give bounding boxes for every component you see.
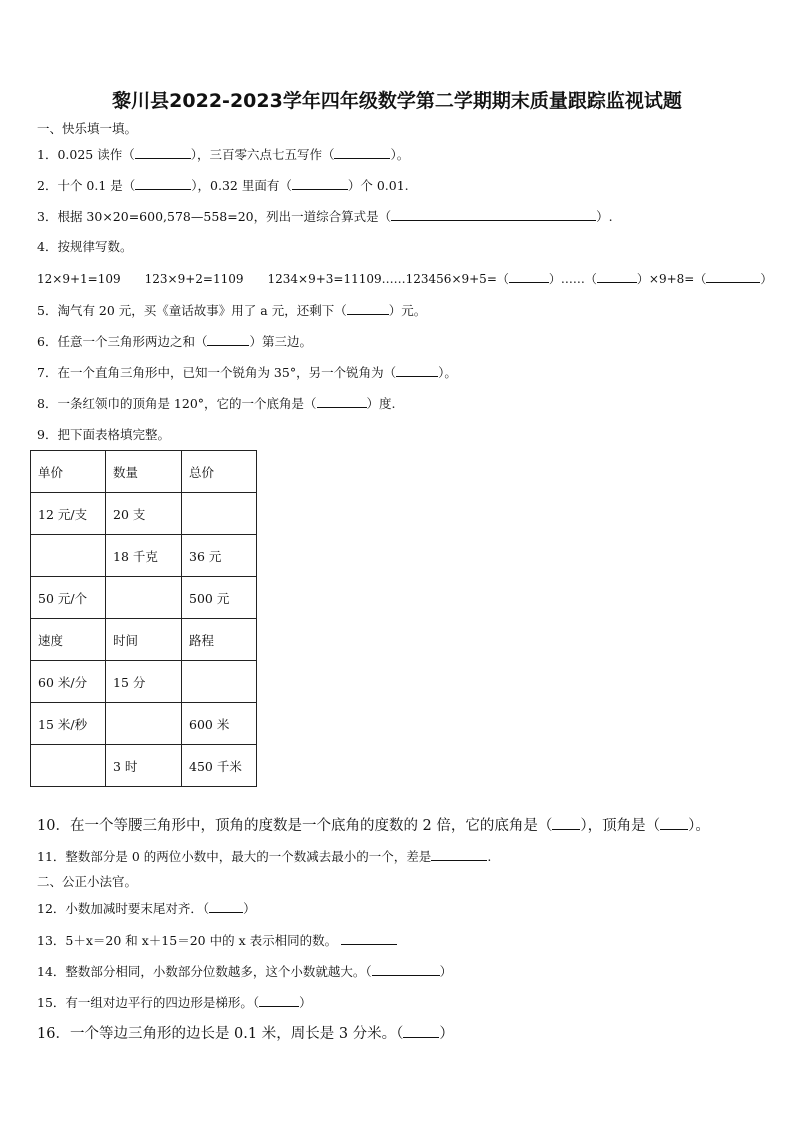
table-cell: 600 米 xyxy=(182,703,257,745)
table-cell: 路程 xyxy=(182,619,257,661)
table-cell: 速度 xyxy=(31,619,106,661)
table-cell: 50 元/个 xyxy=(31,577,106,619)
table-row xyxy=(31,703,257,745)
section-heading-judge: 二、公正小法官。 xyxy=(37,874,138,889)
table-cell: 36 元 xyxy=(182,535,257,577)
table-cell[interactable] xyxy=(182,493,257,535)
table-cell: 单价 xyxy=(31,451,106,493)
table-cell[interactable] xyxy=(106,577,182,619)
answer-blank[interactable] xyxy=(431,848,487,861)
question-14: 14．整数部分相同，小数部分位数越多，这个小数就越大。（ ） xyxy=(37,964,453,979)
question-6: 6．任意一个三角形两边之和（ ）第三边。 xyxy=(37,334,312,349)
page-title: 黎川县2022-2023学年四年级数学第二学期期末质量跟踪监视试题 xyxy=(112,90,682,112)
question-1: 1．0.025 读作（ ），三百零六点七五写作（ ）。 xyxy=(37,147,410,162)
table-cell: 数量 xyxy=(106,451,182,493)
answer-blank[interactable] xyxy=(334,146,390,159)
question-8: 8．一条红领巾的顶角是 120°，它的一个底角是（ ）度. xyxy=(37,396,396,411)
table-row xyxy=(31,493,257,535)
answer-blank[interactable] xyxy=(706,270,760,283)
table-cell[interactable] xyxy=(106,703,182,745)
question-9: 9．把下面表格填完整。 xyxy=(37,427,170,442)
question-11: 11．整数部分是 0 的两位小数中，最大的一个数减去最小的一个，差是 . xyxy=(37,849,492,864)
table-cell: 20 支 xyxy=(106,493,182,535)
answer-blank[interactable] xyxy=(292,177,348,190)
section-heading-fill: 一、快乐填一填。 xyxy=(37,121,138,136)
table-cell: 450 千米 xyxy=(182,745,257,787)
fill-table xyxy=(30,450,257,787)
question-4-sequence: 12×9+1=109 123×9+2=1109 1234×9+3=11109……123456×9+5=（ ）……（ ）×9+8=（ ） xyxy=(37,272,773,286)
answer-blank[interactable] xyxy=(403,1025,439,1038)
question-4: 4．按规律写数。 xyxy=(37,239,133,254)
answer-blank[interactable] xyxy=(396,364,438,377)
answer-blank[interactable] xyxy=(209,900,243,913)
question-3: 3．根据 30×20=600,578—558=20，列出一道综合算式是（ ）. xyxy=(37,209,613,224)
question-7: 7．在一个直角三角形中，已知一个锐角为 35°，另一个锐角为（ ）。 xyxy=(37,365,457,380)
table-cell: 15 分 xyxy=(106,661,182,703)
table-cell: 12 元/支 xyxy=(31,493,106,535)
answer-blank[interactable] xyxy=(597,270,637,283)
table-cell: 60 米/分 xyxy=(31,661,106,703)
answer-blank[interactable] xyxy=(372,963,440,976)
table-row xyxy=(31,619,257,661)
question-16: 16．一个等边三角形的边长是 0.1 米，周长是 3 分米。（ ） xyxy=(37,1026,454,1042)
answer-blank[interactable] xyxy=(259,994,299,1007)
table-cell: 500 元 xyxy=(182,577,257,619)
answer-blank[interactable] xyxy=(509,270,549,283)
question-5: 5．淘气有 20 元，买《童话故事》用了 a 元，还剩下（ ）元。 xyxy=(37,303,427,318)
question-15: 15．有一组对边平行的四边形是梯形。（ ） xyxy=(37,995,312,1010)
question-13: 13．5＋x＝20 和 x＋15＝20 中的 x 表示相同的数。 xyxy=(37,932,397,949)
table-row xyxy=(31,661,257,703)
answer-blank[interactable] xyxy=(207,333,249,346)
answer-blank[interactable] xyxy=(552,817,580,830)
question-2: 2．十个 0.1 是（ ），0.32 里面有（ ）个 0.01. xyxy=(37,178,409,193)
table-cell: 总价 xyxy=(182,451,257,493)
question-10: 10．在一个等腰三角形中，顶角的度数是一个底角的度数的 2 倍，它的底角是（ ），顶角是（ ）。 xyxy=(37,818,710,834)
table-cell[interactable] xyxy=(31,745,106,787)
answer-blank[interactable] xyxy=(341,932,397,945)
table-row xyxy=(31,451,257,493)
table-row xyxy=(31,535,257,577)
answer-blank[interactable] xyxy=(391,208,596,221)
table-row xyxy=(31,745,257,787)
answer-blank[interactable] xyxy=(660,817,688,830)
table-cell[interactable] xyxy=(31,535,106,577)
table-cell: 18 千克 xyxy=(106,535,182,577)
table-cell: 15 米/秒 xyxy=(31,703,106,745)
question-12: 12．小数加减时要末尾对齐．（ ） xyxy=(37,901,256,916)
answer-blank[interactable] xyxy=(317,395,367,408)
answer-blank[interactable] xyxy=(135,146,191,159)
answer-blank[interactable] xyxy=(135,177,191,190)
table-cell[interactable] xyxy=(182,661,257,703)
answer-blank[interactable] xyxy=(347,302,389,315)
table-cell: 3 时 xyxy=(106,745,182,787)
table-cell: 时间 xyxy=(106,619,182,661)
table-row xyxy=(31,577,257,619)
